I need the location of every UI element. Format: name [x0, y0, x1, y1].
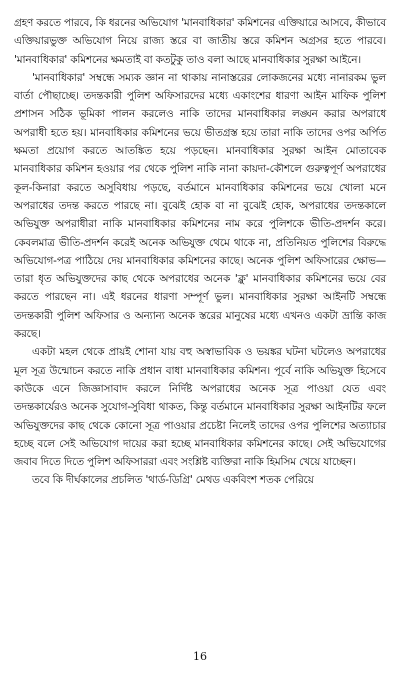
paragraph-4: তবে কি দীর্ঘকালের প্রচলিত 'থার্ড-ডিগ্রি' মেথড একবিংশ শতক পেরিয়ে — [32, 474, 314, 487]
paragraph-3: একটা মহল থেকে প্রায়ই শোনা যায় বহু অস্বাভাবিক ও ভয়ঙ্কর ঘটনা ঘটলেও অপরাধের মূল সূত্র উন্মোচন করতে নাকি প্রধান বাধা মানবাধিকার কমিশন। পূর্বে নাকি অভিযুক্ত হিসেবে কাউকে এনে জিজ্ঞাসাবাদ করলে নির্দিষ্ট অপরাধের অনেক সূত্র পাওয়া যেত এবং তদন্তকার্যেরও অনেক সুযোগ-সুবিধা থাকত, কিন্তু বর্তমানে মানবাধিকার সুরক্ষা আইনটির ফলে অভিযুক্তদের কাছ থেকে কোনো সূত্র পাওয়ার প্রচেষ্টা নিলেই তাদের ওপর পুলিশের অত্যাচার হচ্ছে বলে সেই অভিযোগ দায়ের করা হচ্ছে মানবাধিকার কমিশনের কাছে। সেই অভিযোগের জবাব দিতে দিতে পুলিশ অফিসাররা এবং সংশ্লিষ্ট ব্যক্তিরা নাকি হিমসিম খেয়ে যাচ্ছেন। — [14, 346, 386, 469]
body-text — [14, 14, 386, 490]
page-number: 16 — [193, 650, 207, 663]
paragraph-2: 'মানবাধিকার' সম্বন্ধে সম্যক জ্ঞান না থাকায় নানাস্তরের লোকজনের মধ্যে নানারকম ভুল বার্তা পৌছাচ্ছে। তদন্তকারী পুলিশ অফিসারদের মধ্যে একাংশের ধারণা আইন মাফিক পুলিশ প্রশাসন সঠিক ভূমিকা পালন করলেও নাকি তাদের মানবাধিকার লঙ্ঘন করার অপরাধে অপরাধী হতে হয়। মানবাধিকার কমিশনের ভয়ে ভীতগ্রস্ত হয়ে তারা নাকি তাদের ওপর অর্পিত ক্ষমতা প্রয়োগ করতে আতঙ্কিত হয়ে পড়ছেন। মানবাধিকার সুরক্ষা আইন মোতাবেক মানবাধিকার কমিশন হওয়ার পর থেকে পুলিশ নাকি নানা কায়দা-কৌশলে গুরুত্বপূর্ণ অপরাধের কূল-কিনারা করতে অসুবিধায় পড়ছে, বর্তমানে মানবাধিকার কমিশনের ভয়ে খোলা মনে অপরাধের তদন্ত করতে পারছে না। বুঝেই হোক বা না বুঝেই হোক, অপরাধের তদন্তকালে অভিযুক্ত অপরাধীরা নাকি মানবাধিকার কমিশনের নাম করে পুলিশকে ভীতি-প্রদর্শন করে। কেবলমাত্র ভীতি-প্রদর্শন করেই অনেক অভিযুক্ত থেমে থাকে না, প্রতিনিয়ত পুলিশের বিরুদ্ধে অভিযোগ-পত্র পাঠিয়ে দেয় মানবাধিকার কমিশনের কাছে। অনেক পুলিশ অফিসারের ক্ষোভ—তারা ধৃত অভিযুক্তদের কাছ থেকে অপরাধের অনেক 'ক্লু' মানবাধিকার কমিশনের ভয়ে বের করতে পারছেন না। এই ধরনের ধারণা সম্পূর্ণ ভুল। মানবাধিকার সুরক্ষা আইনটি সম্বন্ধে তদন্তকারী পুলিশ অফিসার ও অন্যান্য অনেক স্তরের মানুষের মধ্যে এখনও একটা ভ্রান্তি কাজ করছে। — [14, 71, 386, 341]
paragraph-1: গ্রহণ করতে পারবে, কি ধরনের অভিযোগ 'মানবাধিকার' কমিশনের এক্তিয়ারে আসবে, কীভাবে এক্তিয়ারভুক্ত অভিযোগ নিয়ে রাজ্য স্তরে বা জাতীয় স্তরে কমিশন অগ্রসর হতে পারবে। 'মানবাধিকার' কমিশনের ক্ষমতাই বা কতটুকু তাও বলা আছে মানবাধিকার সুরক্ষা আইনে। — [14, 17, 386, 66]
